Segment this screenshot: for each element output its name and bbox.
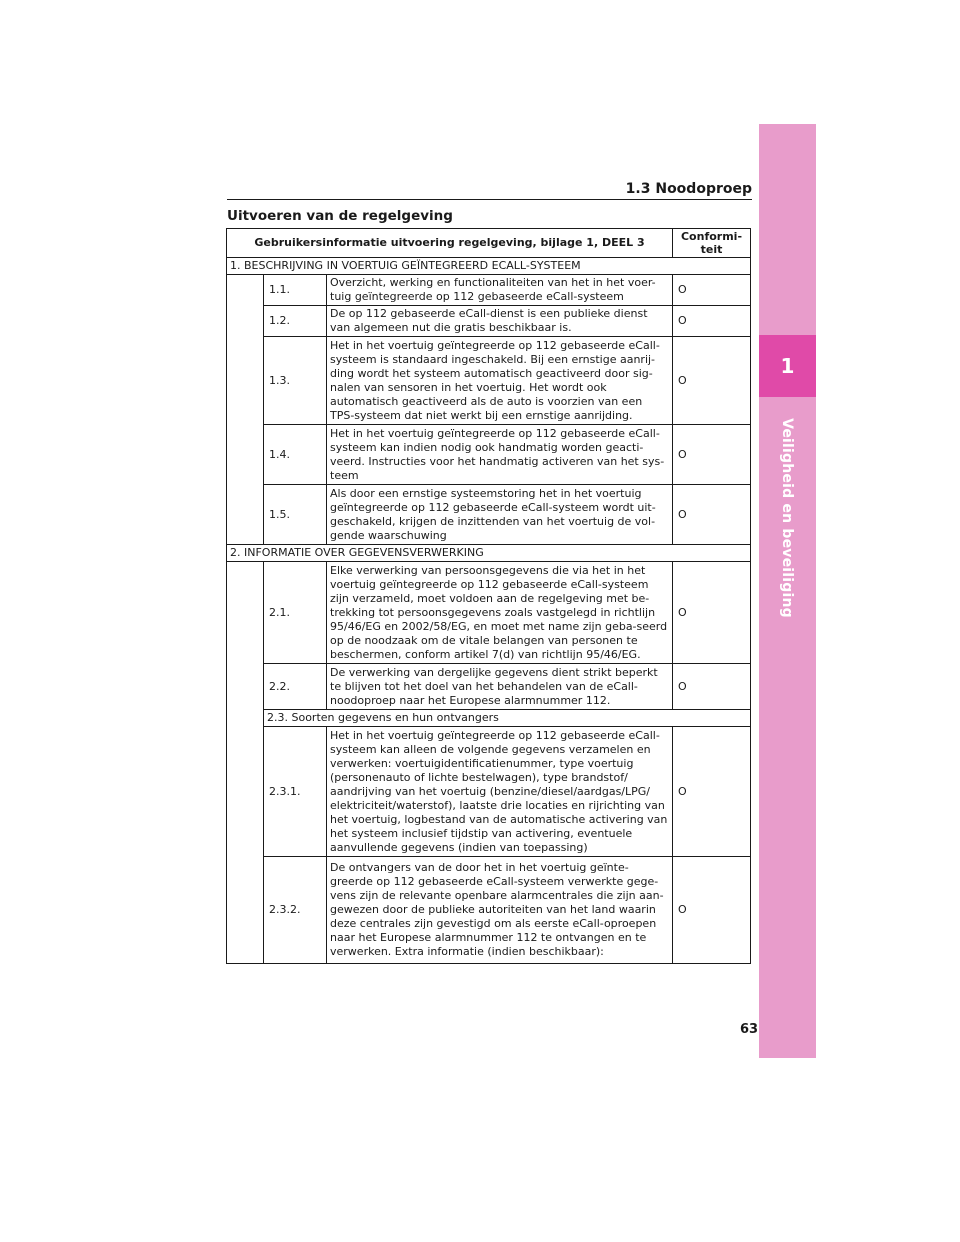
row-conformity: O [673, 664, 751, 710]
table-row [227, 857, 751, 964]
row-text: Het in het voertuig geïntegreerde op 112 gebaseerde eCall-systeem kan alleen de volgende gegevens verzamelen en verwerken: voertuigidentificatienummer, type voertuig (personenauto of lichte bestelwagen), type brandstof/ aandrijving van het voertuig (benzine/diesel/aardgas/LPG/ elektriciteit/waterstof), laatste drie locaties en rijrichting van het voertuig, logbestand van de automatische activering van het systeem inclusief tijdstip van activering, eventuele aanvullende gegevens (indien van toepassing) [327, 727, 673, 857]
row-number: 1.3. [264, 337, 327, 425]
row-number: 1.2. [264, 306, 327, 337]
header-conformity-col: Conformi- teit [673, 229, 751, 258]
header-info-col: Gebruikersinformatie uitvoering regelgeving, bijlage 1, DEEL 3 [227, 229, 673, 258]
table-row [227, 425, 751, 485]
section-2-title: 2. INFORMATIE OVER GEGEVENSVERWERKING [227, 545, 751, 562]
row-conformity: O [673, 562, 751, 664]
row-text: Overzicht, werking en functionaliteiten van het in het voer-tuig geïntegreerde op 112 gebaseerde eCall-systeem [327, 275, 673, 306]
row-number: 1.4. [264, 425, 327, 485]
section-row [227, 545, 751, 562]
chapter-label: Veiligheid en beveiliging [779, 418, 795, 618]
chapter-number: 1 [780, 354, 795, 378]
regulation-table [226, 228, 751, 964]
row-number: 2.2. [264, 664, 327, 710]
row-conformity: O [673, 727, 751, 857]
row-conformity: O [673, 485, 751, 545]
table-row [227, 727, 751, 857]
row-text: Het in het voertuig geïntegreerde op 112 gebaseerde eCall-systeem kan indien nodig ook handmatig worden geacti-veerd. Instructies voor het handmatig activeren van het sys-teem [327, 425, 673, 485]
section-header-title: 1.3 Noodoproep [625, 181, 752, 197]
table-header-row [227, 229, 751, 258]
header-rule [227, 199, 752, 200]
subsection-row [227, 710, 751, 727]
row-number: 2.3.1. [264, 727, 327, 857]
row-conformity: O [673, 857, 751, 964]
row-number: 2.3.2. [264, 857, 327, 964]
page-number: 63 [740, 1022, 759, 1037]
row-number: 2.1. [264, 562, 327, 664]
indent-cell [227, 275, 264, 545]
row-conformity: O [673, 306, 751, 337]
row-conformity: O [673, 275, 751, 306]
chapter-number-box [759, 335, 816, 397]
row-text: De verwerking van dergelijke gegevens dient strikt beperkt te blijven tot het doel van het behandelen van de eCall-noodoproep naar het Europese alarmnummer 112. [327, 664, 673, 710]
table-row [227, 275, 751, 306]
row-text: De op 112 gebaseerde eCall-dienst is een publieke dienst van algemeen nut die gratis beschikbaar is. [327, 306, 673, 337]
table-row [227, 562, 751, 664]
row-text: De ontvangers van de door het in het voertuig geïnte-greerde op 112 gebaseerde eCall-systeem verwerkte gege-vens zijn de relevante openbare alarmcentrales die zijn aan-gewezen door de publieke autoriteiten van het land waarin deze centrales zijn gevestigd om als eerste eCall-oproepen naar het Europese alarmnummer 112 te ontvangen en te verwerken. Extra informatie (indien beschikbaar): [327, 857, 673, 964]
row-number: 1.1. [264, 275, 327, 306]
indent-cell [227, 562, 264, 964]
section-row [227, 258, 751, 275]
row-text: Elke verwerking van persoonsgegevens die via het in het voertuig geïntegreerde op 112 gebaseerde eCall-systeem zijn verzameld, moet voldoen aan de regelgeving met be-trekking tot persoonsgegevens zoals vastgelegd in richtlijn 95/46/EG en 2002/58/EG, en moet met name zijn geba-seerd op de noodzaak om de vitale belangen van personen te beschermen, conform artikel 7(d) van richtlijn 95/46/EG. [327, 562, 673, 664]
table-row [227, 306, 751, 337]
row-text: Als door een ernstige systeemstoring het in het voertuig geïntegreerde op 112 gebaseerde eCall-systeem wordt uit-geschakeld, krijgen de inzittenden van het voertuig de vol-gende waarschuwing [327, 485, 673, 545]
section-1-title: 1. BESCHRIJVING IN VOERTUIG GEÏNTEGREERD ECALL-SYSTEEM [227, 258, 751, 275]
row-number: 1.5. [264, 485, 327, 545]
page-title: Uitvoeren van de regelgeving [227, 208, 453, 224]
table-row [227, 337, 751, 425]
table-row [227, 664, 751, 710]
row-conformity: O [673, 337, 751, 425]
table-row [227, 485, 751, 545]
subsection-2-3-title: 2.3. Soorten gegevens en hun ontvangers [264, 710, 751, 727]
row-text: Het in het voertuig geïntegreerde op 112 gebaseerde eCall-systeem is standaard ingeschakeld. Bij een ernstige aanrij-ding wordt het systeem automatisch geactiveerd door sig-nalen van sensoren in het voertuig. Het wordt ook automatisch geactiveerd als de auto is voorzien van een TPS-systeem dat niet werkt bij een ernstige aanrijding. [327, 337, 673, 425]
row-conformity: O [673, 425, 751, 485]
